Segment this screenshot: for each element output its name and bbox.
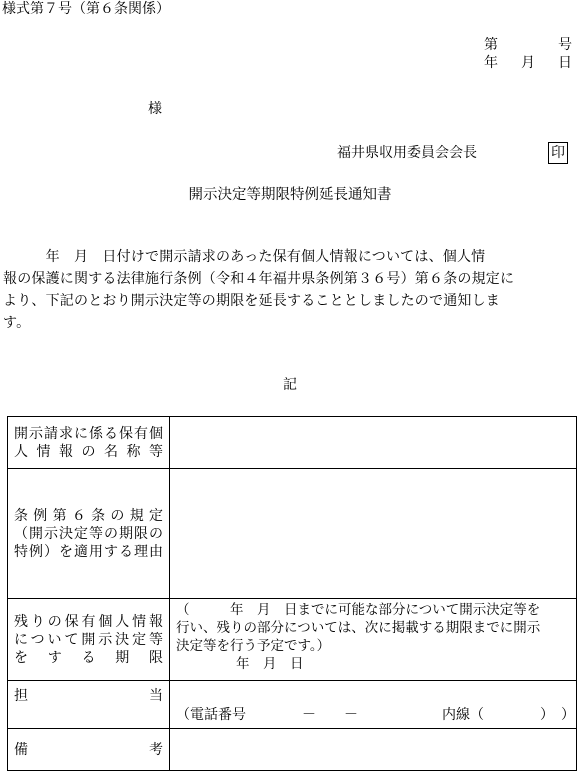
sender-name: 福井県収用委員会会長	[337, 145, 477, 161]
document-number: 第 号	[484, 37, 572, 53]
table-row	[8, 469, 577, 599]
body-line: す。	[3, 315, 31, 331]
reason-label: 条例第６条の規定 （開示決定等の期限の 特例）を適用する理由	[8, 469, 170, 599]
reason-value[interactable]	[170, 469, 577, 599]
table-row	[8, 599, 577, 681]
deadline-value[interactable]: （ 年 月 日までに可能な部分について開示決定等を 行い、残りの部分については、次に掲載する期限までに開示 決定等を行う予定です。） 年 月 日	[170, 599, 577, 681]
form-number-label: 様式第７号（第６条関係）	[2, 1, 170, 17]
table-row	[8, 729, 577, 771]
addressee-suffix: 様	[148, 101, 162, 117]
deadline-label: 残りの保有個人情報 について開示決定等 をする期限	[8, 599, 170, 681]
table-row	[8, 417, 577, 469]
info-name-value[interactable]	[170, 417, 577, 469]
remarks-label: 備考	[8, 729, 170, 771]
remarks-value[interactable]	[170, 729, 577, 771]
notice-table	[7, 416, 577, 771]
document-date: 年 月 日	[484, 55, 572, 71]
ki-heading: 記	[283, 377, 297, 393]
body-line: 報の保護に関する法律施行条例（令和４年福井県条例第３６号）第６条の規定に	[3, 271, 515, 287]
body-line: 年 月 日付けで開示請求のあった保有個人情報については、個人情	[3, 249, 486, 265]
table-row	[8, 681, 577, 729]
seal-mark: 印	[548, 142, 568, 164]
body-line: より、下記のとおり開示決定等の期限を延長することとしましたので通知しま	[3, 293, 500, 309]
document-number-block	[484, 36, 572, 72]
contact-label: 担当	[8, 681, 170, 729]
contact-phone[interactable]: （電話番号 － － 内線（ ） ）	[170, 681, 577, 729]
info-name-label: 開示請求に係る保有個 人情報の名称等	[8, 417, 170, 469]
document-title: 開示決定等期限特例延長通知書	[188, 187, 392, 203]
body-paragraph	[3, 246, 577, 334]
